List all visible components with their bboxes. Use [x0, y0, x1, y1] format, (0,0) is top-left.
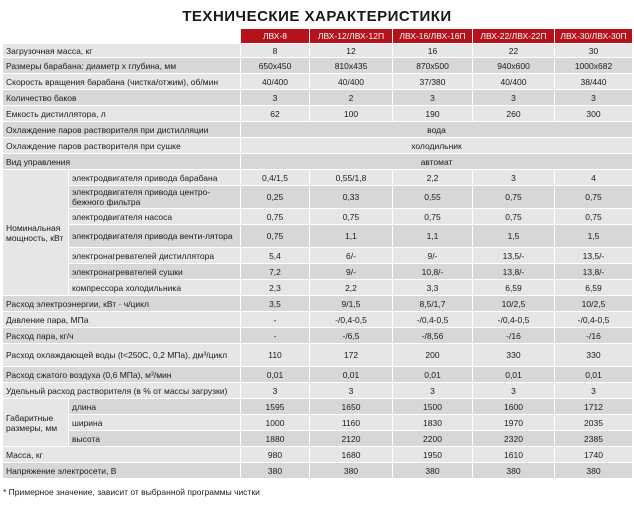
header-row: [3, 29, 633, 44]
row-label: Размеры барабана: диаметр х глубина, мм: [3, 58, 241, 74]
row-label: Расход сжатого воздуха (0,6 МПа), м³/мин: [3, 367, 241, 383]
cell-value: 260: [473, 106, 555, 122]
cell-value: 16: [393, 44, 473, 58]
cell-value: 3: [310, 383, 393, 399]
power-group-label: Номинальная мощность, кВт: [3, 170, 69, 296]
cell-value: 13,5/-: [473, 248, 555, 264]
cell-value: 1712: [555, 399, 633, 415]
cell-value: -/0,4-0,5: [555, 312, 633, 328]
cell-value: 1650: [310, 399, 393, 415]
power-row: [3, 280, 633, 296]
power-row: [3, 225, 633, 248]
row-label: электронагревателей дистиллятора: [69, 248, 241, 264]
cell-value: 1160: [310, 415, 393, 431]
cell-value: 1,1: [310, 225, 393, 248]
cell-value: 2035: [555, 415, 633, 431]
row-voltage: [3, 463, 633, 479]
cell-value: -/6,5: [310, 328, 393, 344]
cell-value: 8,5/1,7: [393, 296, 473, 312]
cell-value: 0,25: [241, 186, 310, 209]
row-label: Загрузочная масса, кг: [3, 44, 241, 58]
cell-value: холодильник: [241, 138, 633, 154]
row-drum-size: [3, 58, 633, 74]
cell-value: 62: [241, 106, 310, 122]
row-distiller: [3, 106, 633, 122]
cell-value: 1600: [473, 399, 555, 415]
cell-value: 6,59: [555, 280, 633, 296]
cell-value: 1000х682: [555, 58, 633, 74]
cell-value: 3: [241, 383, 310, 399]
cell-value: 10/2,5: [473, 296, 555, 312]
cell-value: 200: [393, 344, 473, 367]
cell-value: 110: [241, 344, 310, 367]
cell-value: 650х450: [241, 58, 310, 74]
cell-value: 1740: [555, 447, 633, 463]
cell-value: 1595: [241, 399, 310, 415]
cell-value: 1950: [393, 447, 473, 463]
row-label: длина: [69, 399, 241, 415]
cell-value: 940х600: [473, 58, 555, 74]
cell-value: 2,3: [241, 280, 310, 296]
cell-value: 2120: [310, 431, 393, 447]
cell-value: 13,8/-: [473, 264, 555, 280]
cell-value: 9/-: [310, 264, 393, 280]
cell-value: 380: [555, 463, 633, 479]
cell-value: 0,75: [393, 209, 473, 225]
cell-value: 980: [241, 447, 310, 463]
row-drum-speed: [3, 74, 633, 90]
cell-value: 0,4/1,5: [241, 170, 310, 186]
cell-value: 22: [473, 44, 555, 58]
cell-value: 10,8/-: [393, 264, 473, 280]
row-cool-dry: [3, 138, 633, 154]
cell-value: 1610: [473, 447, 555, 463]
cell-value: -: [241, 312, 310, 328]
cell-value: 40/400: [241, 74, 310, 90]
column-header: ЛВХ-30/ЛВХ-30П: [555, 29, 633, 44]
dims-row: [3, 399, 633, 415]
cell-value: 330: [555, 344, 633, 367]
power-row: [3, 209, 633, 225]
row-label: Вид управления: [3, 154, 241, 170]
cell-value: 10/2,5: [555, 296, 633, 312]
column-header: ЛВХ-16/ЛВХ-16П: [393, 29, 473, 44]
cell-value: 0,55/1,8: [310, 170, 393, 186]
cell-value: 0,75: [241, 225, 310, 248]
cell-value: 0,75: [310, 209, 393, 225]
row-label: Расход охлаждающей воды (t<250С, 0,2 МПа), дм³/цикл: [3, 344, 241, 367]
cell-value: 1,5: [473, 225, 555, 248]
column-header: ЛВХ-22/ЛВХ-22П: [473, 29, 555, 44]
power-row: [3, 248, 633, 264]
cell-value: 810х435: [310, 58, 393, 74]
cell-value: -/0,4-0,5: [473, 312, 555, 328]
page-title: ТЕХНИЧЕСКИЕ ХАРАКТЕРИСТИКИ: [182, 8, 452, 25]
cell-value: 1,1: [393, 225, 473, 248]
dims-row: [3, 415, 633, 431]
cell-value: 1500: [393, 399, 473, 415]
cell-value: 0,01: [393, 367, 473, 383]
dims-group-label: Габаритные размеры, мм: [3, 399, 69, 447]
cell-value: 1970: [473, 415, 555, 431]
cell-value: 1000: [241, 415, 310, 431]
row-label: электронагревателей сушки: [69, 264, 241, 280]
cell-value: 5,4: [241, 248, 310, 264]
cell-value: 1680: [310, 447, 393, 463]
cell-value: 30: [555, 44, 633, 58]
cell-value: 0,75: [473, 186, 555, 209]
spec-table: [2, 28, 633, 479]
cell-value: 0,01: [241, 367, 310, 383]
cell-value: 0,75: [555, 186, 633, 209]
cell-value: 0,33: [310, 186, 393, 209]
cell-value: 13,5/-: [555, 248, 633, 264]
row-load: [3, 44, 633, 58]
row-steam-pressure: [3, 312, 633, 328]
cell-value: 40/400: [473, 74, 555, 90]
cell-value: -/8,56: [393, 328, 473, 344]
row-steam-use: [3, 328, 633, 344]
cell-value: 12: [310, 44, 393, 58]
cell-value: 0,75: [241, 209, 310, 225]
cell-value: 7,2: [241, 264, 310, 280]
cell-value: 3: [555, 383, 633, 399]
row-label: Расход электроэнергии, кВт · ч/цикл: [3, 296, 241, 312]
row-label: Масса, кг: [3, 447, 241, 463]
dims-row: [3, 431, 633, 447]
cell-value: 3: [241, 90, 310, 106]
row-label: Давление пара, МПа: [3, 312, 241, 328]
cell-value: 172: [310, 344, 393, 367]
cell-value: 13,8/-: [555, 264, 633, 280]
cell-value: 38/440: [555, 74, 633, 90]
row-label: электродвигателя привода венти-лятора: [69, 225, 241, 248]
power-row: [3, 170, 633, 186]
cell-value: 2,2: [393, 170, 473, 186]
cell-value: 9/1,5: [310, 296, 393, 312]
power-row: [3, 186, 633, 209]
cell-value: 380: [310, 463, 393, 479]
cell-value: 1,5: [555, 225, 633, 248]
row-control: [3, 154, 633, 170]
row-energy: [3, 296, 633, 312]
column-header: ЛВХ-12/ЛВХ-12П: [310, 29, 393, 44]
cell-value: 100: [310, 106, 393, 122]
cell-value: 2320: [473, 431, 555, 447]
cell-value: 2200: [393, 431, 473, 447]
cell-value: -/16: [473, 328, 555, 344]
cell-value: 3: [473, 90, 555, 106]
row-label: Охлаждение паров растворителя при дистилляции: [3, 122, 241, 138]
row-tanks: [3, 90, 633, 106]
row-label: ширина: [69, 415, 241, 431]
cell-value: 3: [473, 170, 555, 186]
cell-value: 3: [393, 90, 473, 106]
cell-value: -/0,4-0,5: [310, 312, 393, 328]
cell-value: 0,01: [555, 367, 633, 383]
column-header: ЛВХ-8: [241, 29, 310, 44]
cell-value: -/0,4-0,5: [393, 312, 473, 328]
row-label: высота: [69, 431, 241, 447]
row-solvent: [3, 383, 633, 399]
row-label: Количество баков: [3, 90, 241, 106]
row-label: электродвигателя насоса: [69, 209, 241, 225]
cell-value: 2: [310, 90, 393, 106]
cell-value: -: [241, 328, 310, 344]
cell-value: 3,3: [393, 280, 473, 296]
cell-value: 3,5: [241, 296, 310, 312]
row-label: Скорость вращения барабана (чистка/отжим), об/мин: [3, 74, 241, 90]
cell-value: 870х500: [393, 58, 473, 74]
cell-value: 380: [393, 463, 473, 479]
cell-value: автомат: [241, 154, 633, 170]
row-label: Охлаждение паров растворителя при сушке: [3, 138, 241, 154]
cell-value: 1880: [241, 431, 310, 447]
row-label: Емкость дистиллятора, л: [3, 106, 241, 122]
row-cool-dist: [3, 122, 633, 138]
power-row: [3, 264, 633, 280]
cell-value: 1830: [393, 415, 473, 431]
row-label: Расход пара, кг/ч: [3, 328, 241, 344]
cell-value: 0,75: [555, 209, 633, 225]
cell-value: 300: [555, 106, 633, 122]
cell-value: вода: [241, 122, 633, 138]
cell-value: 8: [241, 44, 310, 58]
cell-value: 0,55: [393, 186, 473, 209]
cell-value: 3: [393, 383, 473, 399]
cell-value: 2,2: [310, 280, 393, 296]
cell-value: 2385: [555, 431, 633, 447]
cell-value: 380: [241, 463, 310, 479]
cell-value: 0,01: [473, 367, 555, 383]
cell-value: 6/-: [310, 248, 393, 264]
cell-value: 380: [473, 463, 555, 479]
row-air: [3, 367, 633, 383]
row-label: Удельный расход растворителя (в % от массы загрузки): [3, 383, 241, 399]
row-mass: [3, 447, 633, 463]
cell-value: 40/400: [310, 74, 393, 90]
cell-value: 6,59: [473, 280, 555, 296]
header-blank: [3, 29, 241, 44]
cell-value: -/16: [555, 328, 633, 344]
row-water: [3, 344, 633, 367]
row-label: Напряжение электросети, В: [3, 463, 241, 479]
cell-value: 3: [473, 383, 555, 399]
cell-value: 0,75: [473, 209, 555, 225]
row-label: компрессора холодильника: [69, 280, 241, 296]
cell-value: 330: [473, 344, 555, 367]
footnote: * Примерное значение, зависит от выбранной программы чистки: [3, 487, 260, 497]
cell-value: 4: [555, 170, 633, 186]
cell-value: 9/-: [393, 248, 473, 264]
cell-value: 3: [555, 90, 633, 106]
cell-value: 37/380: [393, 74, 473, 90]
row-label: электродвигателя привода центро-бежного фильтра: [69, 186, 241, 209]
row-label: электродвигателя привода барабана: [69, 170, 241, 186]
cell-value: 0,01: [310, 367, 393, 383]
cell-value: 190: [393, 106, 473, 122]
